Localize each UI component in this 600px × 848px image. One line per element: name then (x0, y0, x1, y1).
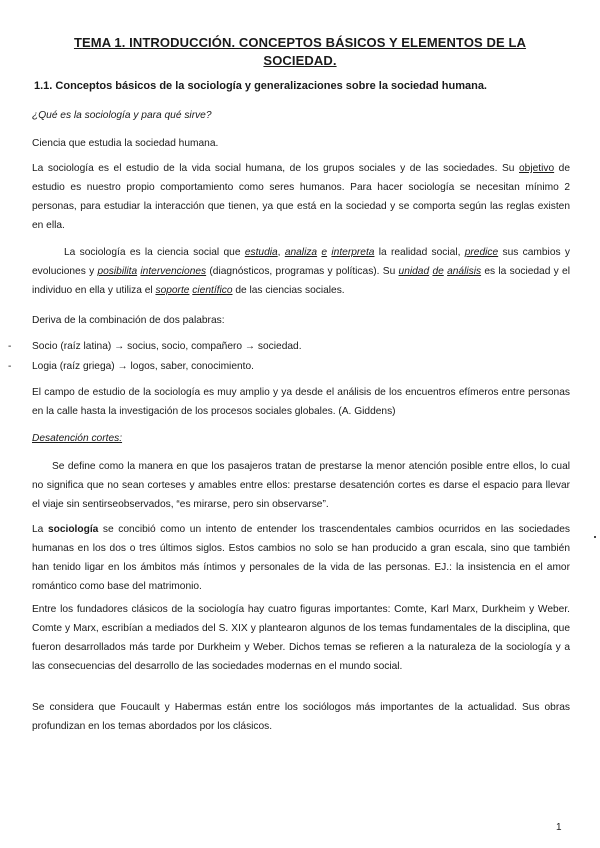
p2-u-interpreta: interpreta (331, 247, 375, 258)
p1-text-b: de estudio es nuestro propio comportamiento como seres humanos. Para hacer sociología se necesitan mínimo 2 personas, para estudiar la interacción que tienen, ya que está en la sociedad y se comporta según las reglas existen en ella. (32, 163, 570, 231)
paragraph-3: El campo de estudio de la sociología es muy amplio y ya desde el análisis de los encuentros efímeros entre personas en la calle hasta la investigación de los procesos sociales globales. (A. Giddens) (32, 387, 570, 417)
p2-c1: , (277, 247, 285, 258)
stray-mark (594, 536, 596, 538)
p2-c7: (diagnósticos, programas y políticas). Su (206, 266, 399, 277)
p2-c5: sus cambios y evoluciones y (32, 247, 570, 277)
definition-line: Ciencia que estudia la sociedad humana. (32, 138, 219, 149)
p2-u-estudia: estudia (244, 247, 278, 258)
p2-u-intervenciones: intervenciones (140, 266, 207, 277)
p2-u-posibilita: posibilita (97, 266, 138, 277)
p5-bold-sociologia: sociología (47, 524, 99, 535)
p1-text-a: La sociología es el estudio de la vida social humana, de los grupos sociales y de las sociedades. Su (32, 163, 519, 174)
p2-text-a: La sociología es la ciencia social que (64, 247, 245, 258)
p2-u-unidad: unidad (398, 266, 430, 277)
p2-u-cientifico: científico (192, 285, 233, 296)
p1-underlined-objetivo: objetivo (519, 163, 555, 174)
p2-u-soporte: soporte (155, 285, 190, 296)
paragraph-5 (32, 520, 570, 596)
p2-u-analisis: análisis (447, 266, 482, 277)
p5-text-b: se concibió como un intento de entender los trascendentales cambios ocurridos en las sociedades humanas en los dos o tres últimos siglos. Estos cambios no solo se han producido a gran escala, sino que también han tenido ligar en los ámbitos más íntimos y personales de la vida de las personas. EJ.: la insistencia en el amor romántico como base del matrimonio. (32, 524, 570, 592)
p2-c10: es la sociedad y el individuo en ella y utiliza el (32, 266, 570, 296)
list-item (8, 337, 568, 356)
list-dash: - (8, 341, 12, 352)
p2-c4: la realidad social, (374, 247, 465, 258)
question-line: ¿Qué es la sociología y para qué sirve? (32, 110, 212, 121)
page-number: 1 (556, 822, 562, 833)
list-item-text: Socio (raíz latina) → socius, socio, compañero → sociedad. (32, 341, 302, 352)
p5-text-a: La (32, 524, 48, 535)
paragraph-6: Entre los fundadores clásicos de la sociología hay cuatro figuras importantes: Comte, Karl Marx, Durkheim y Weber. Comte y Marx, escribían a mediados del S. XIX y plantearon algunos de los temas fundamentales de la disciplina, que fueron desarrollados más tarde por Durkheim y Weber. Dichos temas se refieren a la naturaleza de la sociología y a las consecuencias del desarrollo de las sociedades modernas en el mundo social. (32, 604, 570, 672)
section-heading-desatencion: Desatención cortes: (32, 433, 123, 444)
page-title: TEMA 1. INTRODUCCIÓN. CONCEPTOS BÁSICOS Y ELEMENTOS DE LA SOCIEDAD. (73, 35, 527, 68)
paragraph-4: Se define como la manera en que los pasajeros tratan de prestarse la menor atención posible entre ellos, lo cual no significa que no sean corteses y amables entre ellos: prestarse desatención cortes es darse el espacio para llevar el viaje sin sentirseobservados, “es mirarse, pero sin observarse”. (32, 461, 570, 510)
p2-u-e: e (321, 247, 328, 258)
p2-u-de: de (432, 266, 444, 277)
section-subtitle: 1.1. Conceptos básicos de la sociología y generalizaciones sobre la sociedad humana. (34, 80, 487, 92)
paragraph-7: Se considera que Foucault y Habermas están entre los sociólogos más importantes de la actualidad. Sus obras profundizan en los temas abordados por los clásicos. (32, 702, 570, 732)
p2-u-analiza: analiza (284, 247, 318, 258)
paragraph-1 (32, 159, 570, 235)
p2-c12: de las ciencias sociales. (232, 285, 345, 296)
paragraph-2 (32, 243, 570, 300)
p2-u-predice: predice (464, 247, 499, 258)
derives-line: Deriva de la combinación de dos palabras: (32, 315, 225, 326)
list-item (8, 357, 568, 376)
list-dash: - (8, 361, 12, 372)
list-item-text: Logia (raíz griega) → logos, saber, conocimiento. (32, 361, 254, 372)
